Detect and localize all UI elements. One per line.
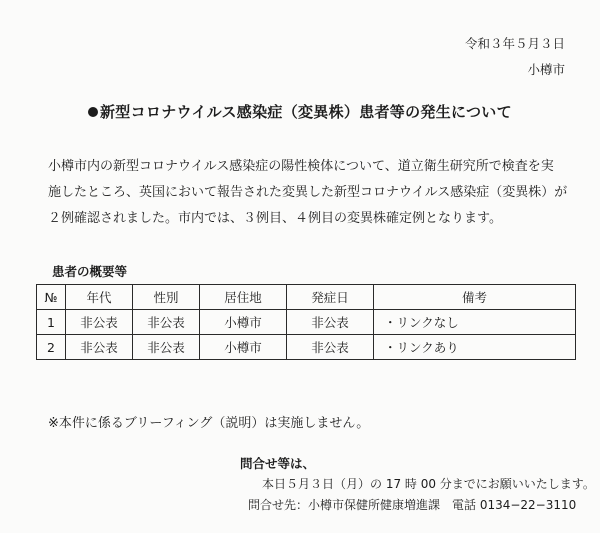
document-title-text: 新型コロナウイルス感染症（変異株）患者等の発生について (100, 103, 512, 121)
contact-deadline: 本日５月３日（月）の 17 時 00 分までにお願いいたします。 (262, 477, 595, 491)
case-table (36, 284, 576, 360)
issuer-name: 小樽市 (527, 62, 565, 77)
table-cell: 2 (37, 335, 66, 360)
table-cell: 非公表 (287, 335, 374, 360)
contact-line: 問合せ先：小樽市保健所健康増進課 電話 0134−22−3110 (248, 498, 577, 512)
body-line: 施したところ、英国において報告された変異した新型コロナウイルス感染症（変異株）が (48, 185, 568, 200)
table-row (37, 335, 576, 360)
table-cell: 非公表 (66, 335, 133, 360)
table-row (37, 310, 576, 335)
document-date: 令和３年５月３日 (464, 36, 565, 51)
body-line: ２例確認されました。市内では、３例目、４例目の変異株確定例となります。 (48, 211, 502, 226)
column-header-no: № (37, 285, 66, 310)
table-cell: 小樽市 (200, 310, 287, 335)
section-label: 患者の概要等 (52, 264, 128, 279)
column-header-remarks: 備考 (374, 285, 576, 310)
table-header-row (37, 285, 576, 310)
table-cell: ・リンクあり (374, 335, 576, 360)
table-cell: 非公表 (66, 310, 133, 335)
table-cell: ・リンクなし (374, 310, 576, 335)
table-cell: 非公表 (133, 335, 200, 360)
column-header-onset: 発症日 (287, 285, 374, 310)
contact-title: 問合せ等は、 (240, 456, 316, 471)
column-header-sex: 性別 (133, 285, 200, 310)
table-cell: 非公表 (287, 310, 374, 335)
table-cell: 1 (37, 310, 66, 335)
bullet-icon (88, 107, 98, 117)
body-paragraph (48, 154, 578, 232)
table-cell: 小樽市 (200, 335, 287, 360)
table-cell: 非公表 (133, 310, 200, 335)
body-line: 小樽市内の新型コロナウイルス感染症の陽性検体について、道立衛生研究所で検査を実 (48, 159, 554, 174)
document-title (88, 101, 512, 122)
column-header-age: 年代 (66, 285, 133, 310)
column-header-residence: 居住地 (200, 285, 287, 310)
briefing-note: ※本件に係るブリーフィング（説明）は実施しません。 (48, 416, 370, 431)
